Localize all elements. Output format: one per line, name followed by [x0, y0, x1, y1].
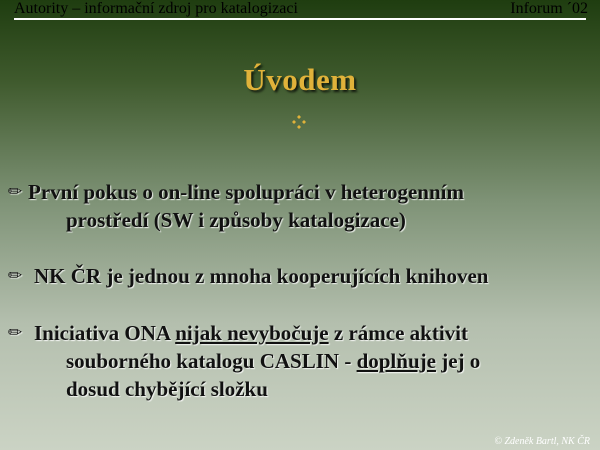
- bullet-3-line-2-end: jej o: [435, 349, 481, 373]
- bullet-item-1: [8, 178, 593, 234]
- bullet-2-line-1: NK ČR je jednou z mnoha kooperujících knihoven: [34, 264, 489, 288]
- bullet-item-3: [8, 319, 593, 403]
- bullet-1-line-2: prostředí (SW i způsoby katalogizace): [66, 208, 406, 232]
- pencil-icon: ✏: [8, 266, 23, 286]
- bullet-3-line-2: [66, 347, 480, 375]
- bullet-3-underlined-phrase-2: doplňuje: [356, 349, 436, 373]
- pencil-icon: ✏: [8, 323, 23, 343]
- bullet-3-underlined-phrase-1: nijak nevybočuje: [175, 321, 329, 345]
- bullet-list: [8, 178, 593, 403]
- bullet-3-line-1: [34, 319, 468, 347]
- footer-copyright: © Zdeněk Bartl, NK ČR: [494, 436, 590, 447]
- slide-title: Úvodem: [243, 62, 357, 97]
- bullet-3-line-2-start: souborného katalogu CASLIN -: [66, 349, 357, 373]
- pencil-icon: ✏: [8, 182, 23, 202]
- four-diamond-ornament-icon: [291, 114, 307, 130]
- bullet-3-line-1-end: z rámce aktivit: [328, 321, 468, 345]
- bullet-3-line-1-start: Iniciativa ONA: [34, 321, 176, 345]
- bullet-item-2: [8, 262, 593, 290]
- header-divider: [14, 18, 586, 20]
- header-right-text: Inforum ´02: [510, 0, 588, 17]
- bullet-1-line-1: První pokus o on-line spolupráci v heterogenním: [28, 180, 464, 204]
- header-left-text: Autority – informační zdroj pro katalogizaci: [14, 0, 298, 17]
- bullet-3-line-3: dosud chybějící složku: [66, 377, 268, 401]
